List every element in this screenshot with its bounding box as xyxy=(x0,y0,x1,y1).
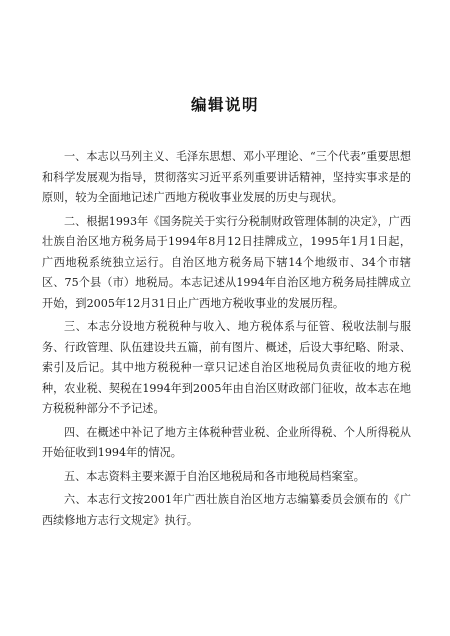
paragraph-2: 二、根据1993年《国务院关于实行分税制财政管理体制的决定》，广西壮族自治区地方税务局于1994年8月12日挂牌成立，1995年1月1日起，广西地税系统独立运行。自治区地方税务局下辖14个地级市、34个市辖区、75个县（市）地税局。本志记述从1994年自治区地方税务局挂牌成立开始，到2005年12月31日止广西地方税收事业的发展历程。 xyxy=(42,214,411,310)
body-text xyxy=(42,147,411,534)
paragraph-3: 三、本志分设地方税税种与收入、地方税体系与征管、税收法制与服务、行政管理、队伍建设共五篇，前有图片、概述，后设大事纪略、附录、索引及后记。其中地方税税种一章只记述自治区地税局负责征收的地方税种，农业税、契税在1994年到2005年由自治区财政部门征收，故本志在地方税税种部分不予记述。 xyxy=(42,320,411,415)
paragraph-1: 一、本志以马列主义、毛泽东思想、邓小平理论、“三个代表”重要思想和科学发展观为指导，贯彻落实习近平系列重要讲话精神，坚持实事求是的原则，较为全面地记述广西地方税收事业发展的历史与现状。 xyxy=(42,150,411,204)
paragraph-4: 四、在概述中补记了地方主体税种营业税、企业所得税、个人所得税从开始征收到1994年的情况。 xyxy=(42,425,411,459)
paragraph-5: 五、本志资料主要来源于自治区地税局和各市地税局档案室。 xyxy=(64,469,365,483)
page-title: 编辑说明 xyxy=(190,96,259,114)
paragraph-6: 六、本志行文按2001年广西壮族自治区地方志编纂委员会颁布的《广西续修地方志行文规定》执行。 xyxy=(42,493,411,527)
